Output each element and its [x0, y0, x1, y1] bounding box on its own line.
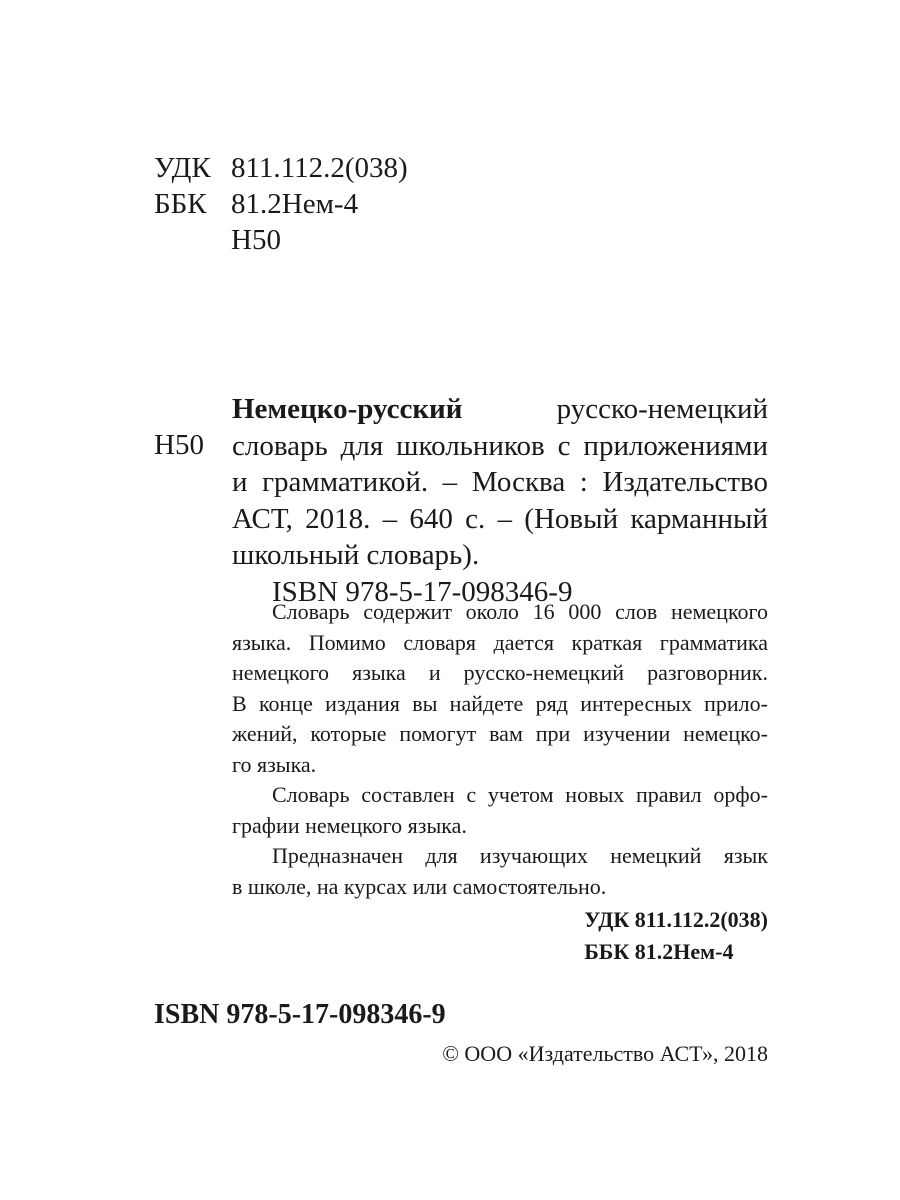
bib-line-1 [232, 391, 768, 428]
annotation-line: жений, которые помогут вам при изучении немецко- [232, 721, 768, 746]
bib-line-3: и грамматикой. – Москва : Издательство [232, 466, 768, 498]
annotation-line: немецкого языка и русско-немецкий разговорник. [232, 660, 768, 685]
udk-value: 811.112.2(038) [231, 152, 408, 184]
bbk-label: ББК [154, 188, 207, 220]
udk-row [0, 151, 900, 185]
udk-label: УДК [154, 152, 211, 184]
bbk-value: 81.2Нем-4 [231, 188, 359, 220]
bbk-row [0, 187, 900, 221]
bibliographic-description [232, 391, 768, 610]
footer-isbn: ISBN 978-5-17-098346-9 [154, 999, 446, 1030]
bib-isbn: ISBN 978-5-17-098346-9 [272, 575, 573, 608]
annotation-line: го языка. [232, 751, 317, 777]
title-bold: Немецко-русский [232, 393, 463, 425]
author-mark: Н50 [231, 224, 281, 256]
author-mark-row [0, 223, 900, 257]
footer-bbk: ББК 81.2Нем-4 [584, 939, 734, 964]
annotation-line: Предназначен для изучающих немецкий язык [272, 843, 768, 868]
annotation-line: Словарь содержит около 16 000 слов немецкого [272, 599, 768, 624]
title-rest: русско-немецкий [556, 393, 768, 425]
annotation-line: языка. Помимо словаря дается краткая грамматика [232, 629, 768, 655]
footer-classification [584, 904, 768, 968]
annotation-line: графии немецкого языка. [232, 812, 467, 838]
bib-line-5: школьный словарь). [232, 539, 480, 571]
bib-line-4: АСТ, 2018. – 640 с. – (Новый карманный [232, 502, 768, 535]
footer-udk: УДК 811.112.2(038) [584, 907, 768, 932]
annotation-line: В конце издания вы найдете ряд интересных прило- [232, 690, 768, 716]
copyright: © ООО «Издательство АСТ», 2018 [442, 1041, 768, 1066]
annotation-line: Словарь составлен с учетом новых правил орфо- [272, 782, 768, 807]
annotation-line: в школе, на курсах или самостоятельно. [232, 873, 607, 899]
bib-line-2: словарь для школьников с приложениями [232, 429, 768, 462]
annotation [232, 597, 768, 902]
bibliography-author-mark: Н50 [154, 429, 204, 461]
